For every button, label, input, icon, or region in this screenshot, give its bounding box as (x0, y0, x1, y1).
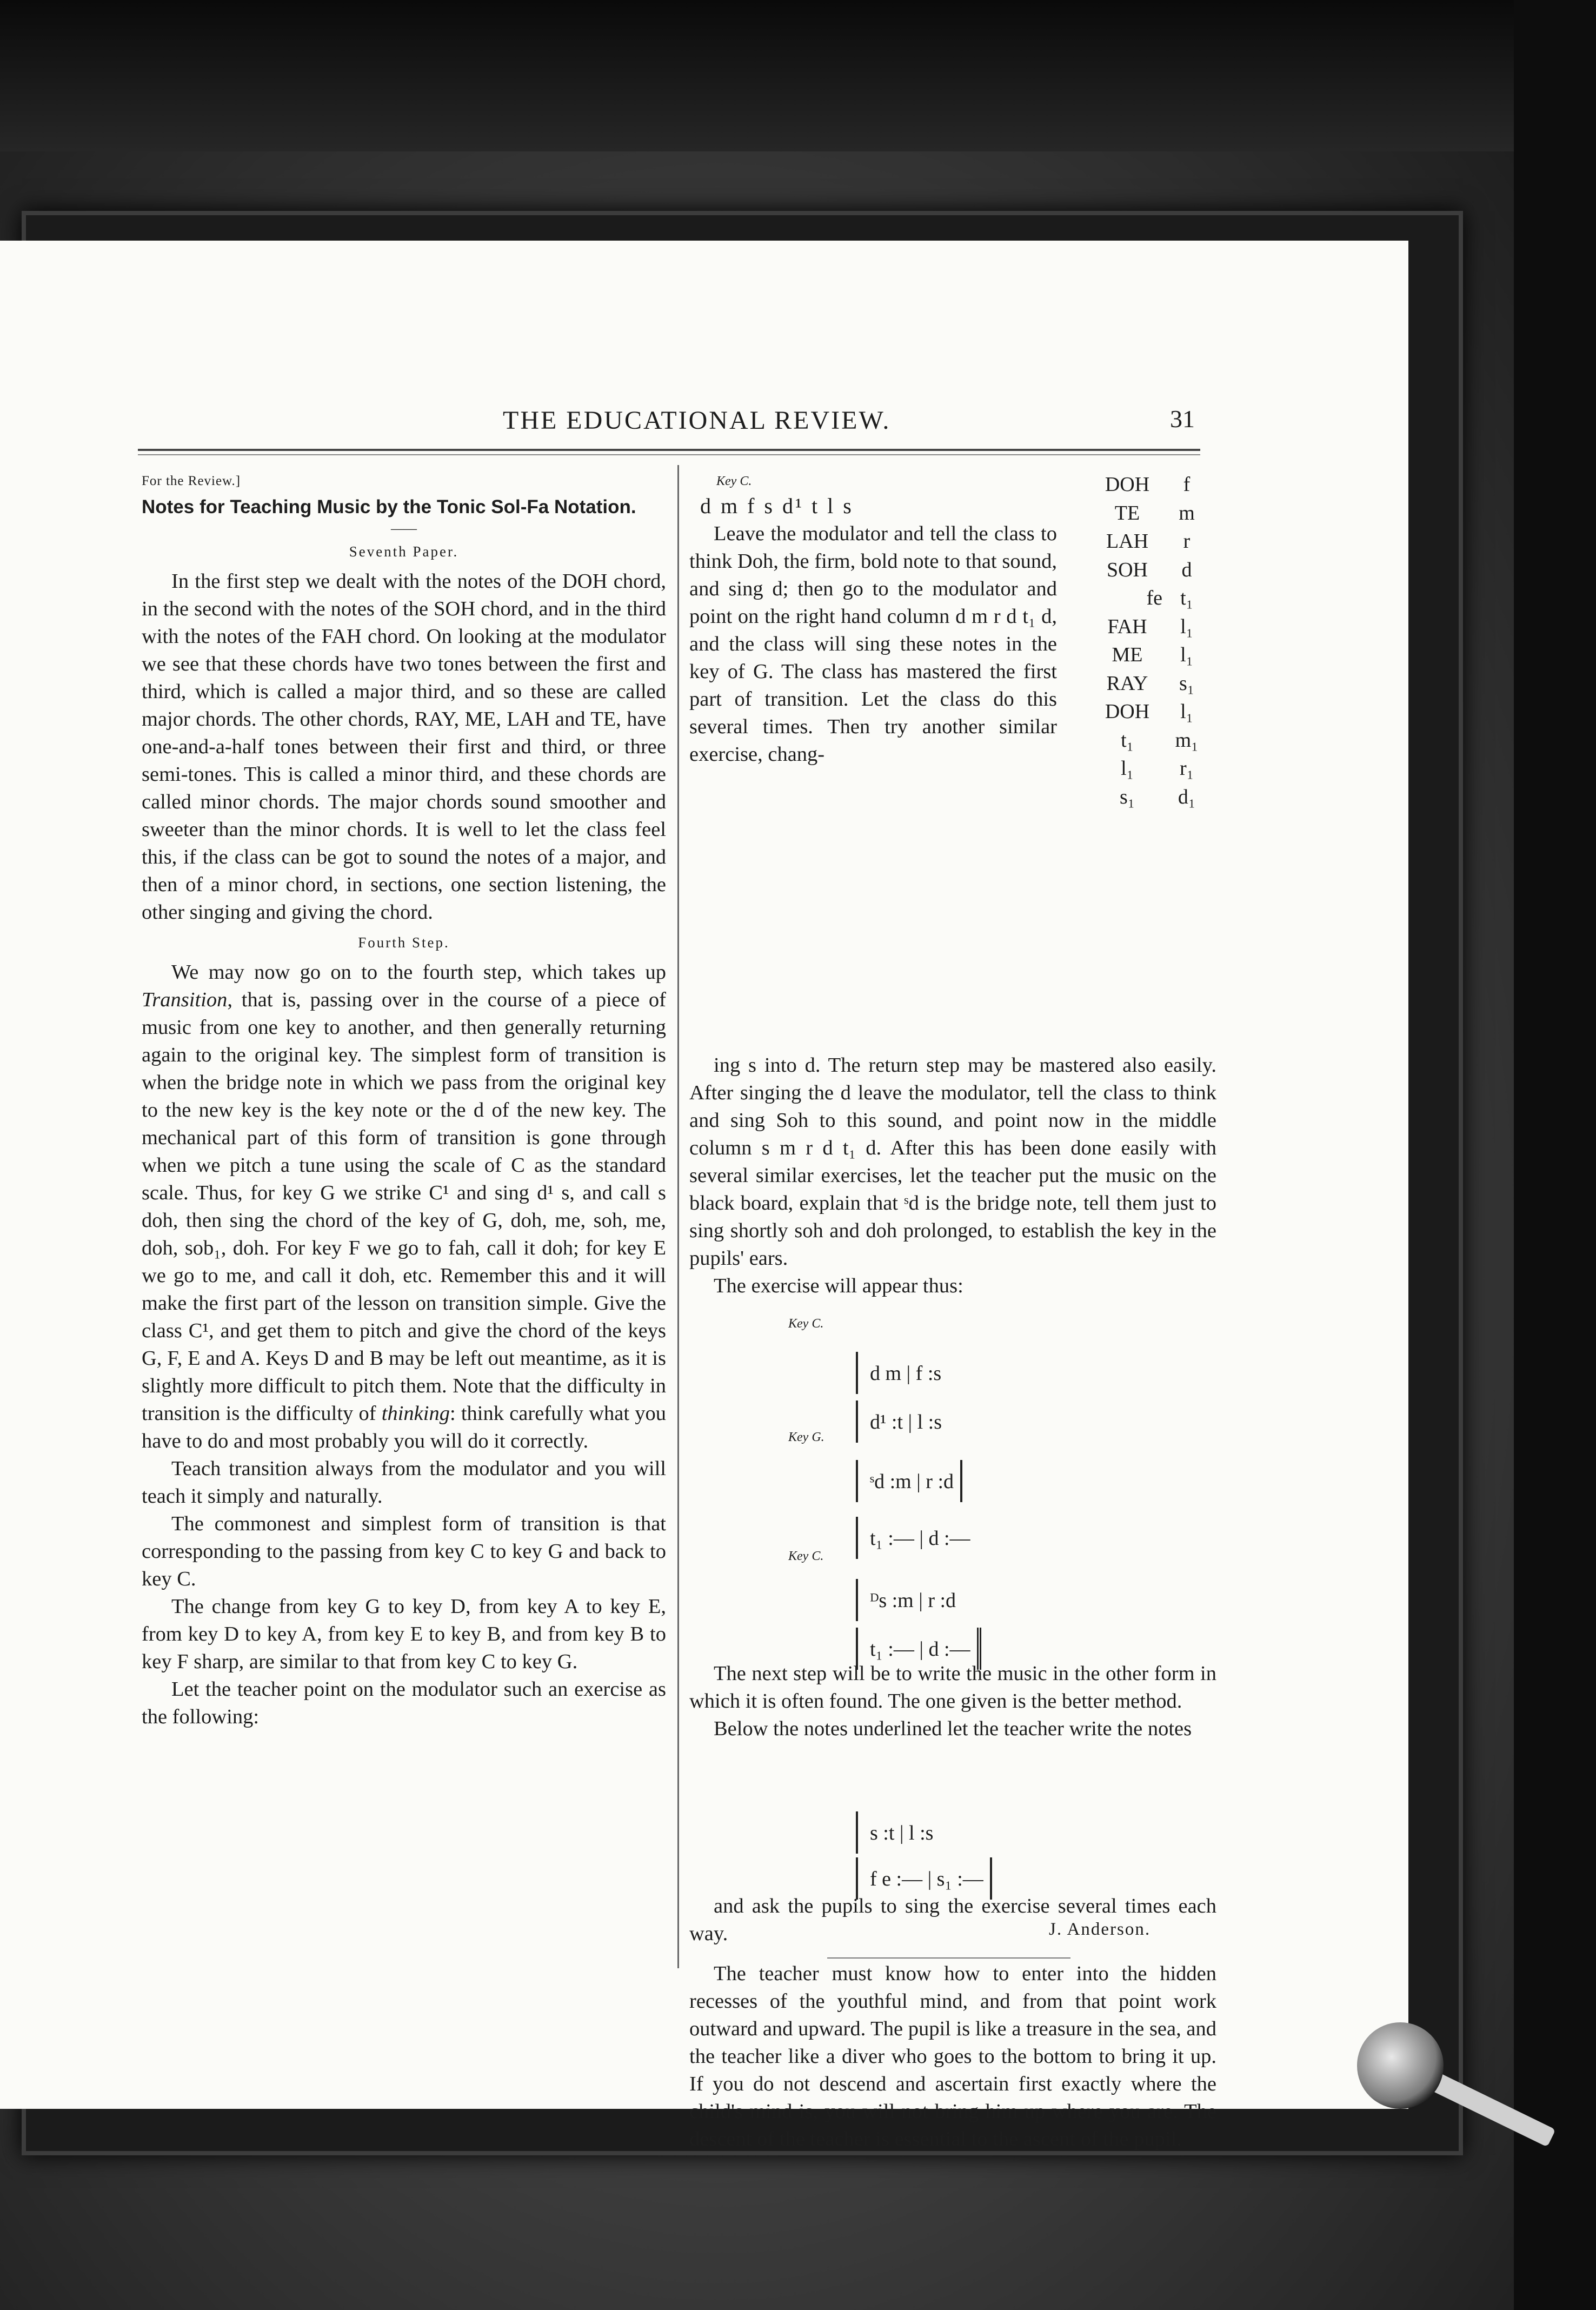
mod-cell: DOH (1105, 700, 1150, 723)
mod-cell: t₁ (1180, 587, 1193, 609)
dark-top-band (0, 0, 1596, 151)
modulator-table (1087, 470, 1206, 811)
clip-knob (1357, 2022, 1444, 2109)
right-column-body-4 (689, 1960, 1216, 2153)
mod-cell: s₁ (1179, 672, 1195, 695)
exercise-key-g: Key G. (788, 1430, 824, 1444)
header-rule (138, 449, 1200, 451)
mod-cell: DOH (1105, 473, 1150, 496)
right-column-body (689, 1052, 1216, 1300)
italic-transition: Transition (142, 988, 228, 1011)
exercise-line: t₁ :— | d :— (856, 1517, 970, 1559)
modulator-row (1087, 584, 1206, 613)
modulator-row (1087, 726, 1206, 755)
mod-cell: d (1181, 558, 1192, 581)
page-number: 31 (1170, 405, 1195, 433)
left-column (142, 470, 666, 1731)
mod-cell: LAH (1106, 530, 1149, 553)
paragraph-teacher-diver: The teacher must know how to enter into the hidden recesses of the youthful mind, and from that point work outward and upward. The pupil is like a treasure in the sea, and the teacher like a diver who goes to the bottom to bring it up. If you do not descend and ascertain first exactly where the child's mind is, you will not bring him up where you are. The descent of the teacher is essential to the ascent of the pupil. (689, 1962, 1216, 2150)
modulator-row (1087, 527, 1206, 556)
mod-cell: m (1179, 501, 1195, 525)
dark-right-band (1514, 0, 1596, 2310)
modulator-row (1087, 669, 1206, 698)
paragraph-change: The change from key G to key D, from key A to key E, from key D to key A, from key E to key B, and from key B to key F sharp, are similar to that from key C to key G. (142, 1595, 666, 1673)
key-label: Key C. (716, 474, 752, 488)
paragraph-appear: The exercise will appear thus: (714, 1275, 963, 1297)
mod-cell: f (1183, 473, 1191, 496)
mod-cell: t₁ (1121, 728, 1134, 752)
mod-cell: RAY (1106, 672, 1148, 695)
exercise-line: d¹ :t | l :s (856, 1400, 942, 1443)
exercise-line: ˢd :m | r :d (856, 1460, 962, 1502)
page-header (0, 406, 1408, 438)
mod-cell: TE (1114, 501, 1140, 525)
running-title: THE EDUCATIONAL REVIEW. (503, 406, 891, 435)
paragraph-ask-pupils: and ask the pupils to sing the exercise several times each way. (689, 1895, 1216, 1945)
mod-cell: r₁ (1180, 757, 1194, 780)
scale-line: d m f s d¹ t l s (700, 494, 854, 518)
paragraph-transition (142, 959, 666, 1455)
exercise-line: ᴰs :m | r :d (856, 1579, 956, 1621)
mod-cell: SOH (1106, 558, 1148, 581)
author-signature: J. Anderson. (1049, 1920, 1151, 1939)
modulator-row (1087, 783, 1206, 812)
paragraph-exercise-intro: Let the teacher point on the modulator such an exercise as the following: (142, 1678, 666, 1728)
source-note: For the Review.] (142, 474, 241, 488)
document-page (0, 241, 1408, 2150)
mod-cell: l₁ (1180, 643, 1193, 666)
mod-cell: l₁ (1180, 700, 1193, 723)
text-span: : think carefully what you have to do and most probably you will do it correctly. (142, 1402, 666, 1452)
section-heading-seventh: Seventh Paper. (349, 543, 459, 560)
modulator-row (1087, 499, 1206, 528)
header-rule-thin (138, 454, 1200, 455)
mod-cell: l₁ (1180, 615, 1193, 638)
text-span: We may now go on to the fourth step, which takes up (171, 961, 666, 984)
exercise-line: d m | f :s (856, 1352, 941, 1394)
paragraph-modulator: Leave the modulator and tell the class to think Doh, the firm, bold note to that sound, and sing d; then go to the modulator and point on the right hand column d m r d t₁ d, and the class will sing these notes in the key of G. The class has mastered the first part of transition. Let the class do this several times. Then try another similar exercise, chang- (689, 522, 1057, 766)
mod-cell: FAH (1107, 615, 1147, 638)
mod-cell: d₁ (1178, 785, 1196, 808)
article-title: Notes for Teaching Music by the Tonic Sol-Fa Notation. (142, 496, 636, 517)
exercise2-line: s :t | l :s (856, 1811, 933, 1854)
paragraph-below-notes: Below the notes underlined let the teacher write the notes (714, 1717, 1192, 1740)
right-column-top (689, 470, 1057, 768)
paragraph-chords: In the first step we dealt with the notes of the DOH chord, in the second with the notes of the SOH chord, and in the third with the notes of the FAH chord. On looking at the modulator we see that these chords have two tones between the first and third, which is called a major third, and so these are called major chords. The other chords, RAY, ME, LAH and TE, have one-and-a-half tones between their first and third, or three semi-tones. This is called a minor third, and these chords are called minor chords. The major chords sound smoother and sweeter than the minor chords. It is well to let the class feel this, if the class can be got to sound the notes of a major, and then of a minor chord, in sections, one section listening, the other singing and giving the chord. (142, 570, 666, 924)
mod-cell: m₁ (1175, 728, 1199, 752)
modulator-row (1087, 698, 1206, 726)
exercise-line: t₁ :— | d :— (856, 1628, 981, 1670)
modulator-row (1087, 641, 1206, 669)
section-rule (827, 1957, 1070, 1959)
mod-cell: fe (1146, 587, 1162, 609)
mod-cell: s₁ (1119, 785, 1135, 808)
paragraph-next-step: The next step will be to write the music in the other form in which it is often found. The one given is the better method. (689, 1662, 1216, 1712)
section-heading-fourth: Fourth Step. (358, 934, 450, 951)
column-divider (677, 465, 679, 1968)
mod-cell: l₁ (1121, 757, 1134, 780)
paragraph-commonest: The commonest and simplest form of transition is that corresponding to the passing from key C to key G and back to key C. (142, 1512, 666, 1590)
exercise-key-c2: Key C. (788, 1549, 824, 1563)
mod-cell: r (1183, 530, 1191, 553)
title-dash: —— (391, 522, 417, 536)
exercise2-line: f e :— | s₁ :— (856, 1857, 992, 1900)
paragraph-return-step: ing s into d. The return step may be mastered also easily. After singing the d leave the modulator, tell the class to think and sing Soh to this sound, and point now in the middle column s m r d t₁ d. After this has been done easily with several similar exercises, let the teacher put the music on the black board, explain that ˢd is the bridge note, tell them just to sing shortly soh and doh prolonged, to establish the key in the pupils' ears. (689, 1054, 1216, 1270)
paragraph-teach: Teach transition always from the modulator and you will teach it simply and naturally. (142, 1457, 666, 1508)
modulator-row (1087, 613, 1206, 641)
mod-cell: ME (1112, 643, 1143, 666)
modulator-row (1087, 470, 1206, 499)
right-column-body-2 (689, 1660, 1216, 1743)
text-span: , that is, passing over in the course of a piece of music from one key to another, and then generally returning again to the original key. The simplest form of transition is when the bridge note in which we pass from the original key to the new key is the key note or the d of the new key. The mechanical part of this form of transition is gone through when we pitch a tune using the scale of C as the standard scale. Thus, for key G we strike C¹ and sing d¹ s, and call s doh, then sing the chord of the key of G, doh, me, soh, me, doh, sob₁, doh. For key F we go to fah, call it doh; for key E we go to me, and call it doh, etc. Remember this and it will make the first part of the lesson on transition simple. Give the class C¹, and get them to pitch and give the chord of the keys G, F, E and A. Keys D and B may be left out meantime, as it is slightly more difficult to pitch them. Note that the difficulty in transition is the difficulty of (142, 988, 666, 1425)
modulator-row (1087, 754, 1206, 783)
modulator-row (1087, 556, 1206, 585)
italic-thinking: thinking (381, 1402, 450, 1425)
exercise-key-c: Key C. (788, 1317, 824, 1331)
